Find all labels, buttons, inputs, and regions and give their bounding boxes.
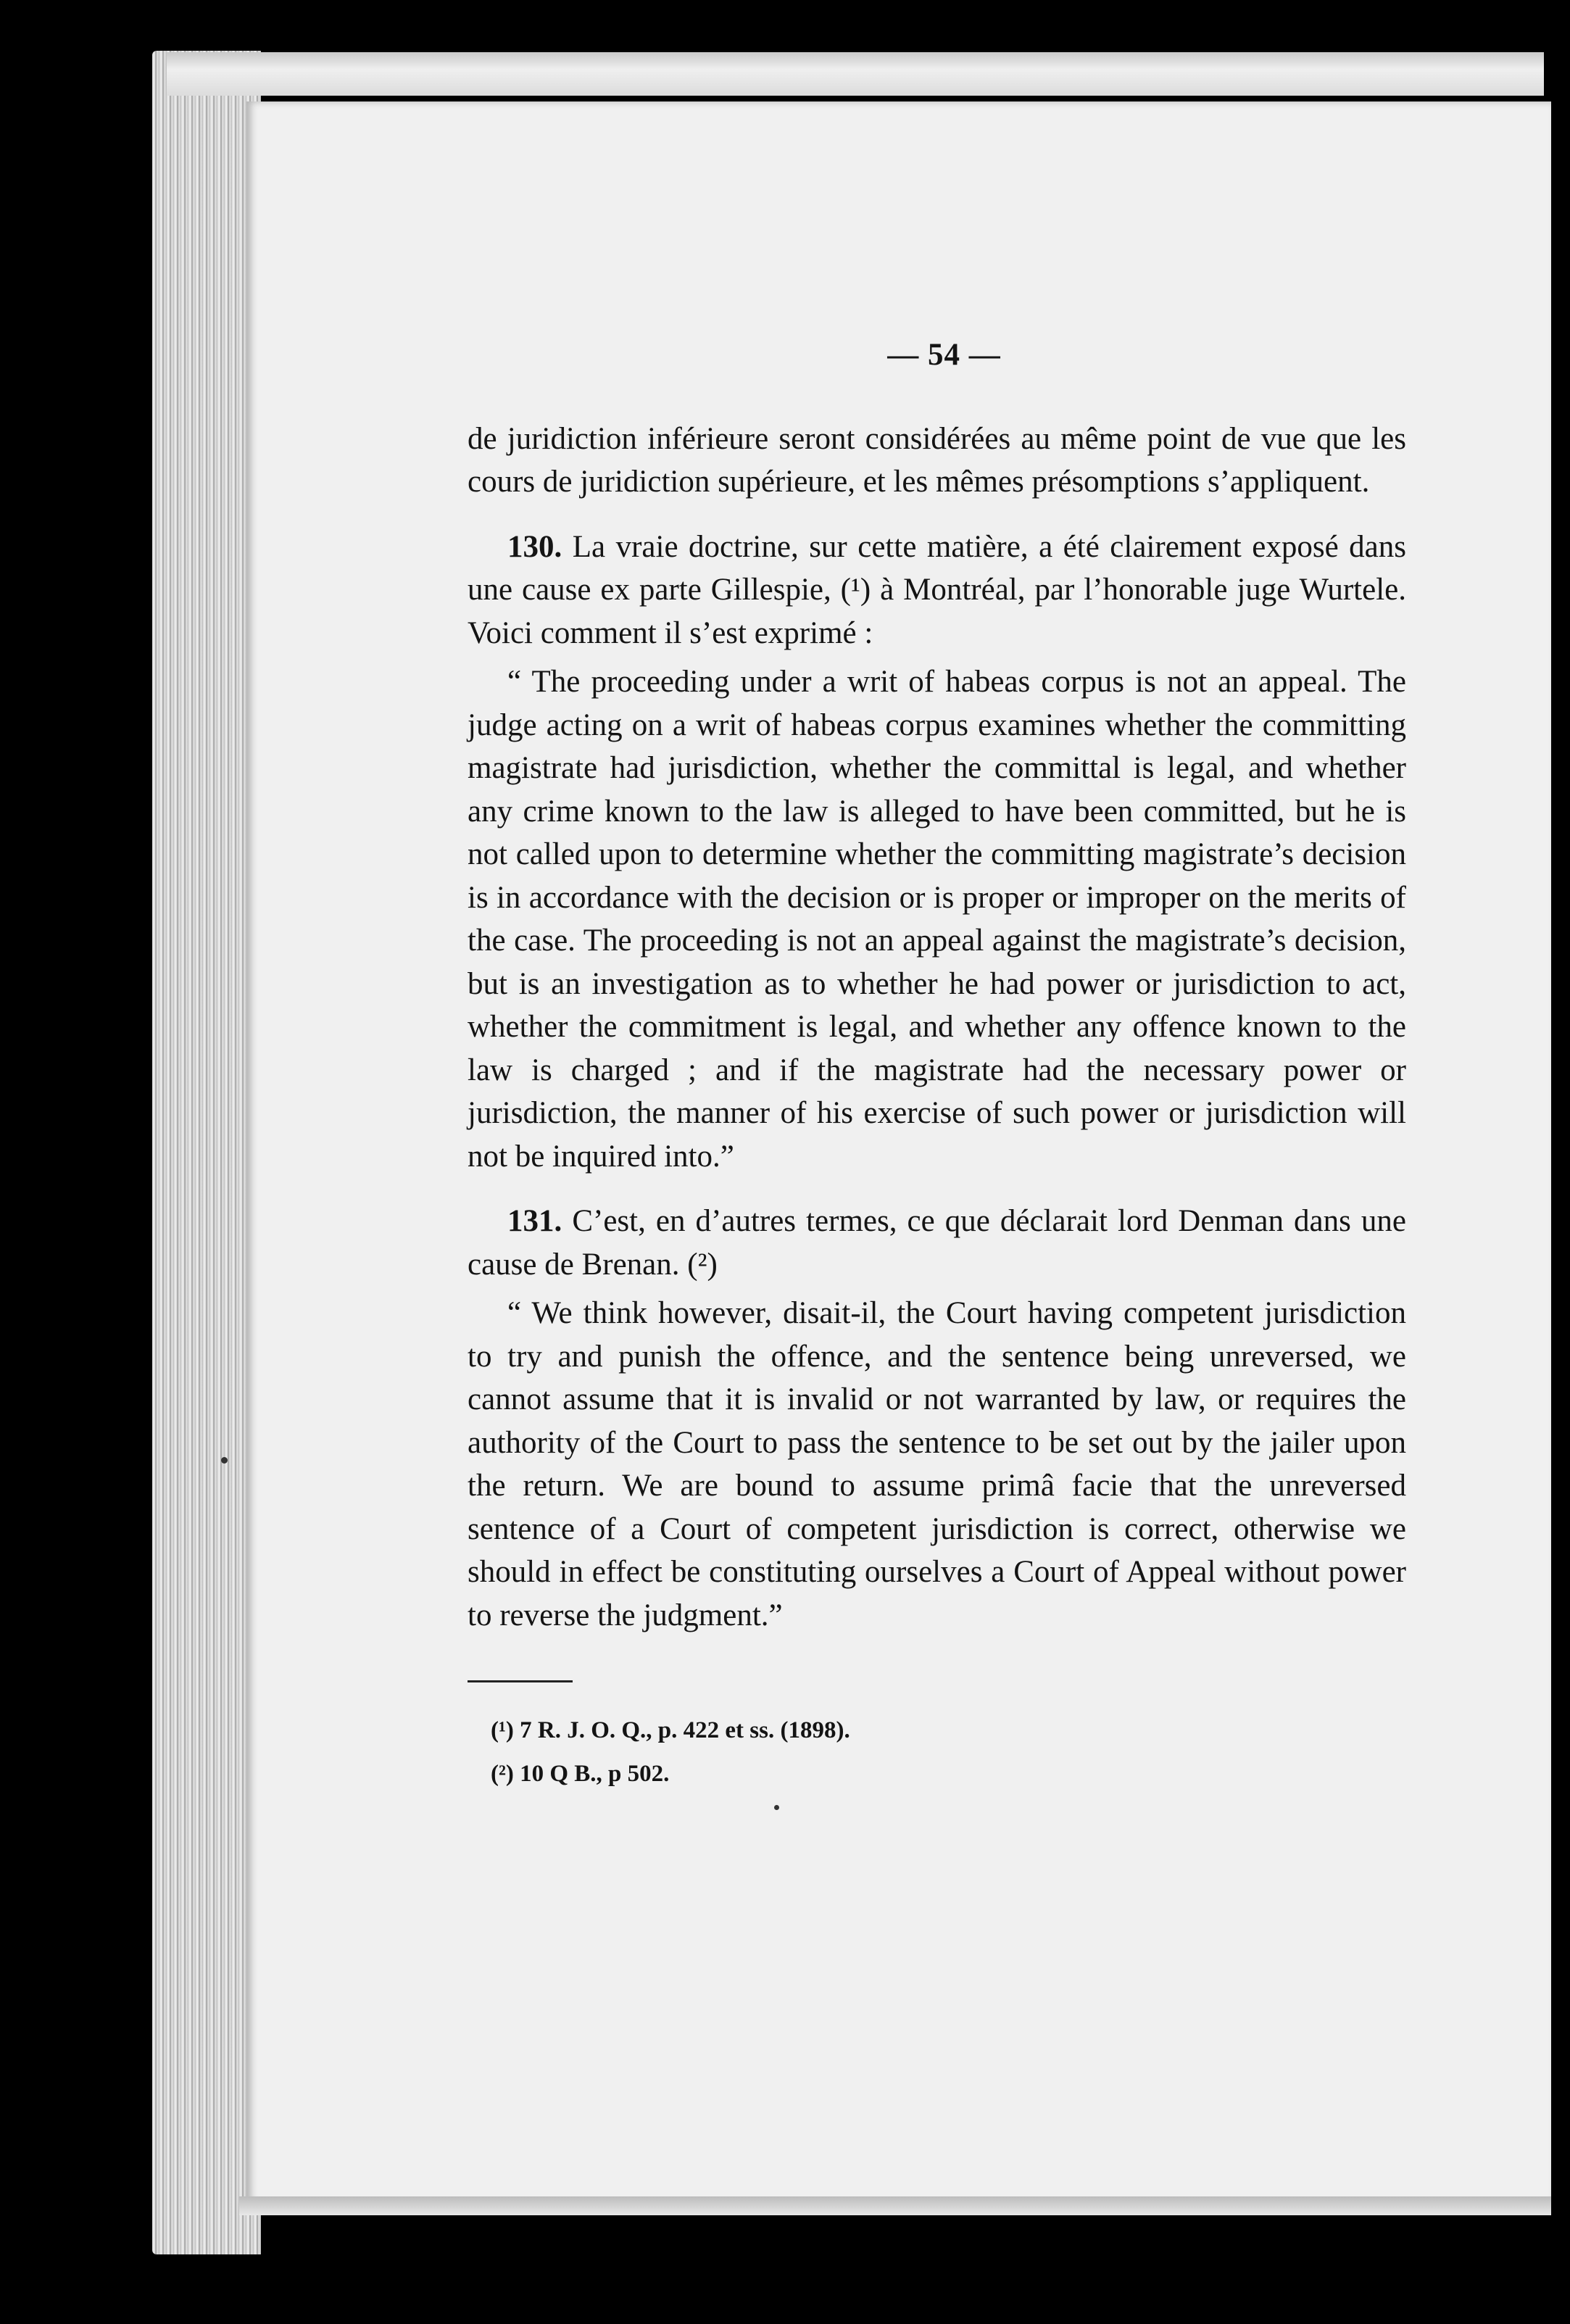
paragraph-number: 131. [507,1204,562,1238]
paragraph-continuation [468,418,1406,504]
paragraph-text: C’est, en d’autres termes, ce que déclarait lord Denman dans une cause de Brenan. (²) [468,1204,1406,1282]
footnote-2: (²) 10 Q B., p 502. [491,1761,670,1787]
dust-speck [774,1805,779,1810]
page-number: — 54 — [887,338,1001,372]
paragraph-number: 130. [507,529,562,564]
top-page-edges [167,52,1544,96]
paragraph-text: La vraie doctrine, sur cette matière, a été clairement exposé dans une cause ex parte Gillespie, (¹) à Montréal, par l’honorable juge Wurtele. Voici comment il s’est exprimé : [468,529,1406,650]
paragraph-text: “ We think however, disait-il, the Court having competent jurisdiction to try and punish the offence, and the sentence being unreversed, we cannot assume that it is invalid or not warranted by law, or requires the authority of the Court to pass the sentence to be set out by the jailer upon the return. We are bound to assume primâ facie that the unreversed sentence of a Court of competent jurisdiction is correct, otherwise we should in effect be constituting ourselves a Court of Appeal without power to reverse the judgment.” [468,1296,1406,1632]
paragraph-text: de juridiction inférieure seront considérées au même point de vue que les cours de juridiction supérieure, et les mêmes présomptions s’appliquent. [468,421,1406,499]
quotation-denman [468,1292,1406,1637]
footnote-rule [468,1680,573,1682]
stacked-page-edges [152,51,261,2254]
paragraph-131 [468,1200,1406,1286]
page-bottom-edge [239,2196,1551,2215]
footnote-1: (¹) 7 R. J. O. Q., p. 422 et ss. (1898). [491,1717,850,1743]
dust-speck [221,1457,228,1464]
quotation-wurtele [468,660,1406,1178]
paragraph-text: “ The proceeding under a writ of habeas corpus is not an appeal. The judge acting on a writ of habeas corpus examines whether the committing magistrate had jurisdiction, whether the committal is legal, and whether any crime known to the law is alleged to have been committed, but he is not called upon to determine whether the committing magistrate’s decision is in accordance with the decision or is proper or improper on the merits of the case. The proceeding is not an appeal against the magistrate’s decision, but is an investigation as to whether he had power or jurisdiction to act, whether the commitment is legal, and whether any offence known to the law is charged ; and if the magistrate had the necessary power or jurisdiction, the manner of his exercise of such power or jurisdiction will not be inquired into.” [468,665,1406,1174]
paragraph-130 [468,526,1406,655]
page-text-block [468,333,1406,1798]
